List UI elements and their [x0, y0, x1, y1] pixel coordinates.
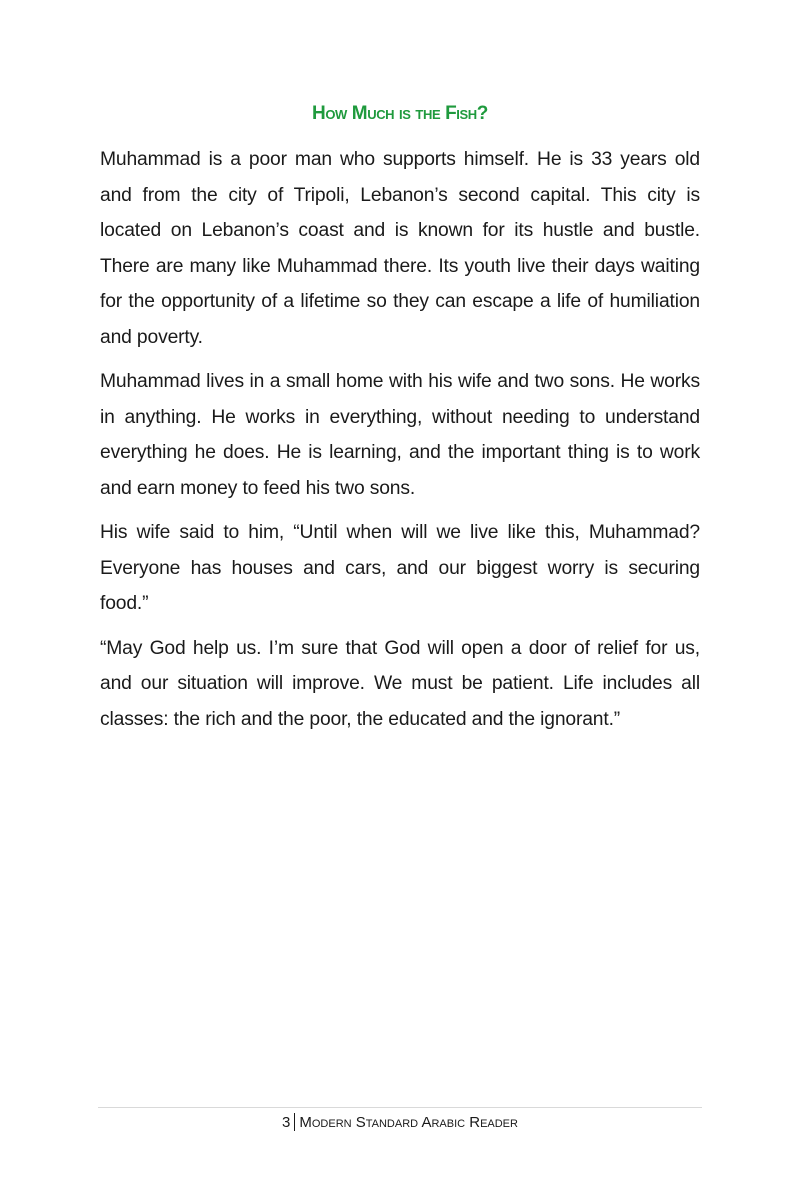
paragraph-3: His wife said to him, “Until when will we live like this, Muhammad? Everyone has houses and cars, and our biggest worry is securing food.”	[100, 522, 700, 614]
story-body	[100, 142, 700, 746]
paragraph-2: Muhammad lives in a small home with his wife and two sons. He works in anything. He works in everything, without needing to understand everything he does. He is learning, and the important thing is to work and earn money to feed his two sons.	[100, 371, 700, 499]
footer-separator	[294, 1113, 295, 1131]
book-title: Modern Standard Arabic Reader	[299, 1114, 518, 1131]
page-number: 3	[282, 1114, 291, 1131]
story-title: How Much is the Fish?	[312, 103, 488, 124]
footer-divider	[98, 1107, 702, 1108]
page-footer	[0, 1113, 800, 1131]
paragraph-4: “May God help us. I’m sure that God will open a door of relief for us, and our situation will improve. We must be patient. Life includes all classes: the rich and the poor, the educated and the ignorant.”	[100, 637, 700, 730]
paragraph-1: Muhammad is a poor man who supports himself. He is 33 years old and from the city of Tripoli, Lebanon’s second capital. This city is located on Lebanon’s coast and is known for its hustle and bustle. There are many like Muhammad there. Its youth live their days waiting for the opportunity of a lifetime so they can escape a life of humiliation and poverty.	[100, 149, 700, 348]
